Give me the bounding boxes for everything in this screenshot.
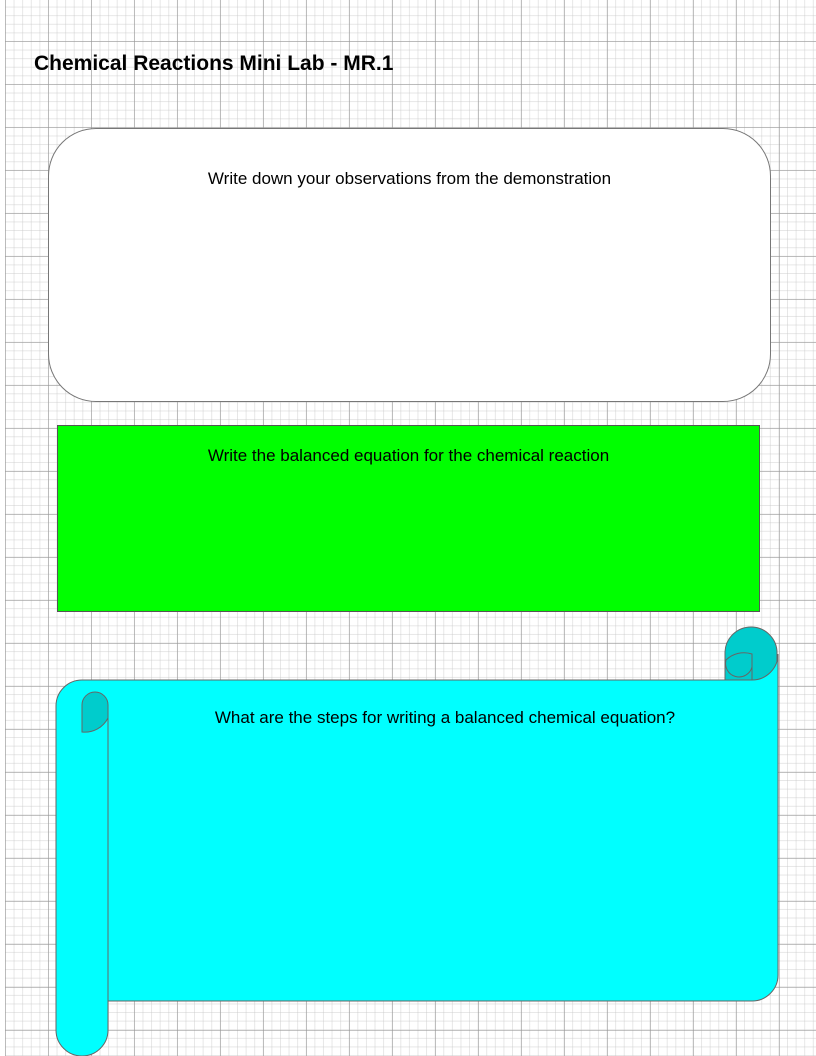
equation-prompt: Write the balanced equation for the chemical reaction	[207, 446, 610, 465]
observations-prompt: Write down your observations from the demonstration	[207, 169, 612, 188]
page-title: Chemical Reactions Mini Lab - MR.1	[34, 52, 394, 75]
steps-prompt: What are the steps for writing a balanced chemical equation?	[214, 708, 676, 727]
